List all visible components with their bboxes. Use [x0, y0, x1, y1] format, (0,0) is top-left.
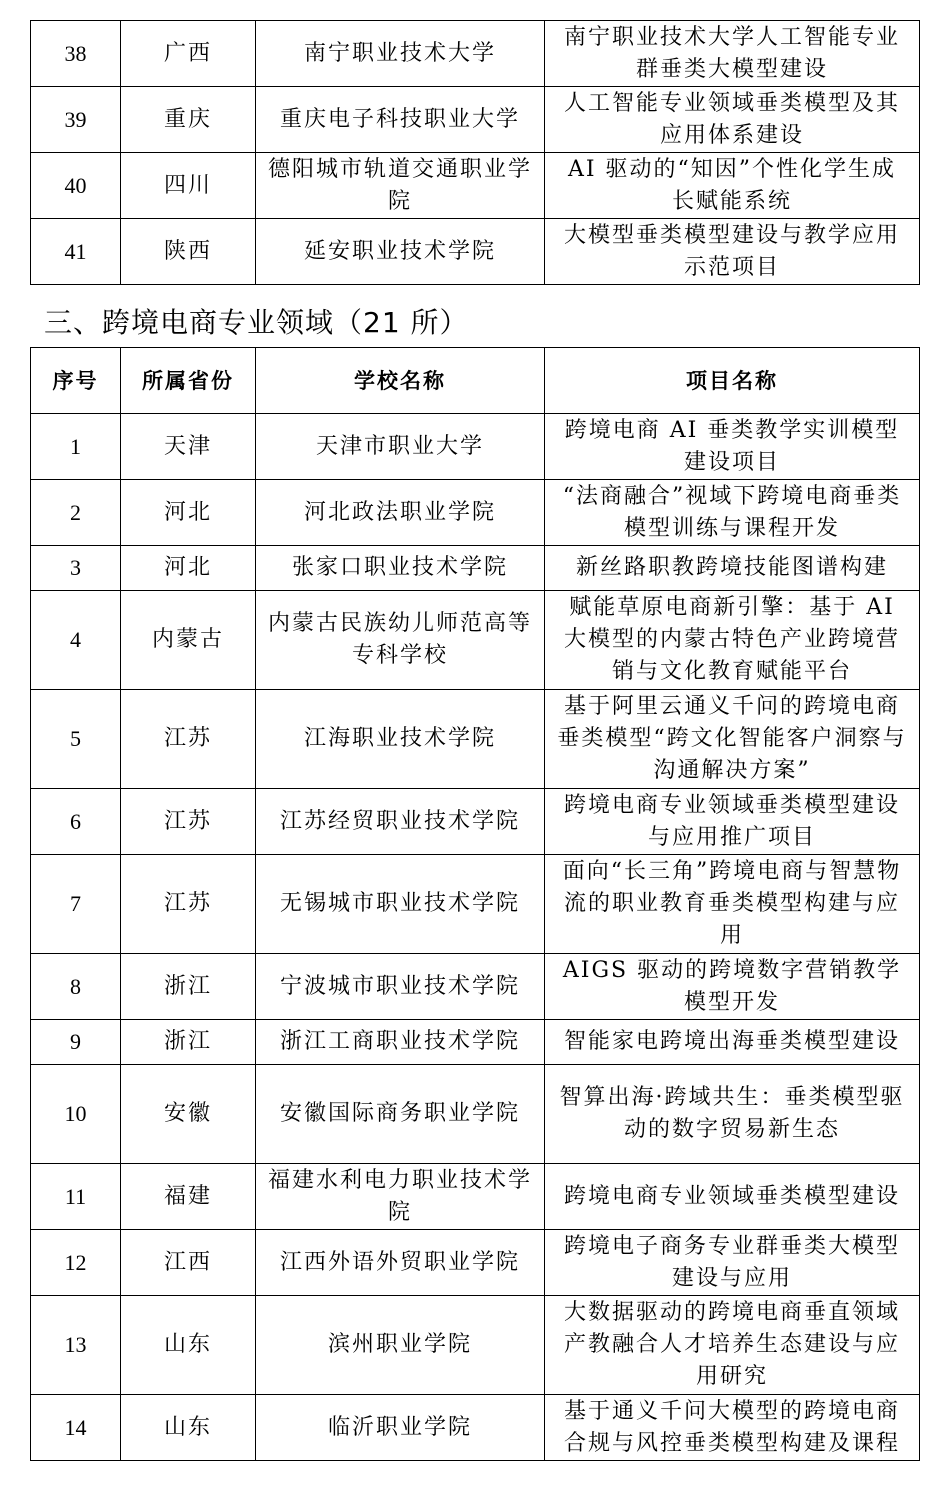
table-row [31, 153, 920, 219]
cell-province: 重庆 [121, 87, 256, 153]
cell-project: 面向“长三角”跨境电商与智慧物流的职业教育垂类模型构建与应用 [545, 855, 920, 954]
cross-border-ecommerce-table [30, 347, 920, 1461]
header-project: 项目名称 [545, 348, 920, 414]
cell-province: 天津 [121, 414, 256, 480]
table-row [31, 789, 920, 855]
cell-school: 福建水利电力职业技术学院 [256, 1164, 545, 1230]
table-row [31, 1020, 920, 1065]
cell-province: 山东 [121, 1296, 256, 1395]
table-row [31, 21, 920, 87]
cell-school: 江西外语外贸职业学院 [256, 1230, 545, 1296]
cell-school: 重庆电子科技职业大学 [256, 87, 545, 153]
cell-project: AI 驱动的“知因”个性化学生成长赋能系统 [545, 153, 920, 219]
cell-project: 大模型垂类模型建设与教学应用示范项目 [545, 219, 920, 285]
table-row [31, 1395, 920, 1461]
header-province: 所属省份 [121, 348, 256, 414]
table-row [31, 1296, 920, 1395]
cell-province: 河北 [121, 546, 256, 591]
continued-table-body [31, 21, 920, 285]
cell-no: 40 [31, 153, 121, 219]
cell-project: 南宁职业技术大学人工智能专业群垂类大模型建设 [545, 21, 920, 87]
cell-school: 江苏经贸职业技术学院 [256, 789, 545, 855]
cell-project: “法商融合”视域下跨境电商垂类模型训练与课程开发 [545, 480, 920, 546]
cell-project: 跨境电商专业领域垂类模型建设 [545, 1164, 920, 1230]
cell-school: 张家口职业技术学院 [256, 546, 545, 591]
cell-no: 13 [31, 1296, 121, 1395]
cell-school: 安徽国际商务职业学院 [256, 1065, 545, 1164]
table-row [31, 546, 920, 591]
table-body [31, 414, 920, 1461]
cell-school: 南宁职业技术大学 [256, 21, 545, 87]
cell-school: 浙江工商职业技术学院 [256, 1020, 545, 1065]
cell-province: 山东 [121, 1395, 256, 1461]
cell-province: 浙江 [121, 954, 256, 1020]
table-header-row [31, 348, 920, 414]
table-row [31, 954, 920, 1020]
cell-no: 10 [31, 1065, 121, 1164]
cell-school: 江海职业技术学院 [256, 690, 545, 789]
cell-no: 38 [31, 21, 121, 87]
cell-no: 9 [31, 1020, 121, 1065]
cell-school: 天津市职业大学 [256, 414, 545, 480]
cell-school: 内蒙古民族幼儿师范高等专科学校 [256, 591, 545, 690]
cell-no: 6 [31, 789, 121, 855]
cell-province: 四川 [121, 153, 256, 219]
cell-no: 3 [31, 546, 121, 591]
cell-province: 浙江 [121, 1020, 256, 1065]
header-school: 学校名称 [256, 348, 545, 414]
cell-no: 11 [31, 1164, 121, 1230]
cell-province: 江苏 [121, 855, 256, 954]
cell-province: 江苏 [121, 690, 256, 789]
section-heading: 三、跨境电商专业领域（21 所） [44, 306, 469, 339]
cell-project: 跨境电商 AI 垂类教学实训模型建设项目 [545, 414, 920, 480]
cell-school: 无锡城市职业技术学院 [256, 855, 545, 954]
cell-province: 内蒙古 [121, 591, 256, 690]
cell-project: 大数据驱动的跨境电商垂直领域产教融合人才培养生态建设与应用研究 [545, 1296, 920, 1395]
table-row [31, 1230, 920, 1296]
cell-province: 福建 [121, 1164, 256, 1230]
cell-province: 广西 [121, 21, 256, 87]
table-row [31, 855, 920, 954]
cell-project: AIGS 驱动的跨境数字营销教学模型开发 [545, 954, 920, 1020]
cell-no: 7 [31, 855, 121, 954]
cell-project: 智算出海·跨域共生：垂类模型驱动的数字贸易新生态 [545, 1065, 920, 1164]
cell-project: 智能家电跨境出海垂类模型建设 [545, 1020, 920, 1065]
cell-no: 39 [31, 87, 121, 153]
table-row [31, 219, 920, 285]
cell-no: 41 [31, 219, 121, 285]
cell-no: 1 [31, 414, 121, 480]
cell-no: 14 [31, 1395, 121, 1461]
cell-school: 临沂职业学院 [256, 1395, 545, 1461]
continued-table [30, 20, 920, 285]
table-row [31, 414, 920, 480]
cell-province: 江西 [121, 1230, 256, 1296]
table-row [31, 591, 920, 690]
cell-project: 赋能草原电商新引擎：基于 AI 大模型的内蒙古特色产业跨境营销与文化教育赋能平台 [545, 591, 920, 690]
cell-project: 基于通义千问大模型的跨境电商合规与风控垂类模型构建及课程 [545, 1395, 920, 1461]
cell-school: 德阳城市轨道交通职业学院 [256, 153, 545, 219]
cell-province: 安徽 [121, 1065, 256, 1164]
cell-no: 2 [31, 480, 121, 546]
cell-no: 5 [31, 690, 121, 789]
header-no: 序号 [31, 348, 121, 414]
table-row [31, 87, 920, 153]
cell-project: 人工智能专业领域垂类模型及其应用体系建设 [545, 87, 920, 153]
cell-project: 新丝路职教跨境技能图谱构建 [545, 546, 920, 591]
cell-no: 4 [31, 591, 121, 690]
cell-school: 河北政法职业学院 [256, 480, 545, 546]
cell-province: 陕西 [121, 219, 256, 285]
cell-no: 8 [31, 954, 121, 1020]
cell-province: 江苏 [121, 789, 256, 855]
table-row [31, 480, 920, 546]
cell-project: 跨境电商专业领域垂类模型建设与应用推广项目 [545, 789, 920, 855]
table-row [31, 1065, 920, 1164]
cell-school: 延安职业技术学院 [256, 219, 545, 285]
table-row [31, 690, 920, 789]
cell-project: 跨境电子商务专业群垂类大模型建设与应用 [545, 1230, 920, 1296]
cell-school: 滨州职业学院 [256, 1296, 545, 1395]
cell-province: 河北 [121, 480, 256, 546]
cell-no: 12 [31, 1230, 121, 1296]
cell-project: 基于阿里云通义千问的跨境电商垂类模型“跨文化智能客户洞察与沟通解决方案” [545, 690, 920, 789]
cell-school: 宁波城市职业技术学院 [256, 954, 545, 1020]
table-row [31, 1164, 920, 1230]
